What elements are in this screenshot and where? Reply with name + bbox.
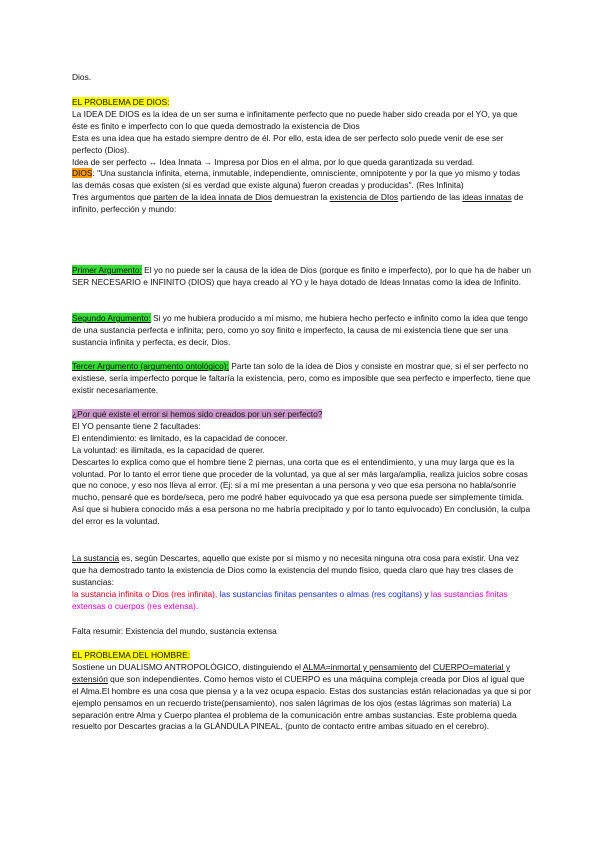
sustancia-term: La sustancia [72, 553, 120, 563]
paragraph-falta-resumir: Falta resumir: Existencia del mundo, sustancia extensa [72, 626, 277, 636]
paragraph-idea-dentro: Esta es una idea que ha estado siempre dentro de él. Por ello, esta idea de ser perfecto solo puede venir de ese ser perfecto (Dios). [72, 132, 504, 155]
dios-label: DIOS [72, 168, 93, 179]
tres-arg-text-a: Tres argumentos que [72, 192, 154, 203]
tres-arg-text-b: demuestran la [271, 192, 330, 203]
tercer-argumento-text: Parte tan solo de la idea de Dios y consiste en mostrar que, si el ser perfecto no existiese, sería imperfecto porque le faltaría la existencia, pero, como es imposible que sea perfecto e imperfecto, tiene que existir necesariamente. [72, 361, 531, 395]
section-problema-hombre [72, 650, 532, 733]
tres-arg-underline-2: existencia de DIos [329, 192, 399, 203]
sustancia-extensa: las sustancias finitas extensas o cuerpos (res extensa). [72, 588, 508, 611]
segundo-argumento-label: Segundo Argumento: [72, 313, 151, 323]
heading-problema-dios: EL PROBLEMA DE DIOS: [72, 97, 170, 107]
dios-definition-text: : "Una sustancia infinita, eterna, inmutable, independiente, omnisciente, omnipotente y por la que yo mismo y todas las demás cosas que existen (si es verdad que existe alguna) fueron creadas y producidas". (Res Infinita) [72, 168, 521, 191]
paragraph-primer-argumento [72, 265, 532, 289]
error-line-voluntad: La voluntad: es ilimitada, es la capacidad de querer. [72, 444, 265, 455]
paragraph-tres-argumentos [72, 192, 532, 216]
heading-problema-hombre: EL PROBLEMA DEL HOMBRE: [72, 650, 191, 660]
error-line-entendimiento: El entendimiento: es limitado, es la capacidad de conocer. [72, 432, 288, 443]
dualismo-text-a: Sostiene un DUALISMO ANTROPOLÓGICO, distinguiendo el [72, 661, 303, 672]
sustancia-infinita: la sustancia infinita o Dios (res infinita), [72, 588, 218, 599]
tres-arg-underline-3: ideas innatas [462, 192, 512, 203]
paragraph-dios-definicion [72, 168, 532, 192]
paragraph-sustancia [72, 553, 532, 613]
paragraph-tercer-argumento [72, 361, 532, 397]
paragraph-idea-innata: Idea de ser perfecto ↔ Idea Innata → Impresa por Dios en el alma, por lo que queda garantizada su verdad. [72, 156, 475, 167]
paragraph-dualismo [72, 662, 532, 733]
tres-arg-text-d: de infinito, perfección y mundo: [72, 192, 524, 215]
sustancia-separator: y [422, 588, 431, 599]
sustancia-definition: es, según Descartes, aquello que existe por sí mismo y no necesita ninguna otra cosa para existir. Una vez que ha demostrado tanto la existencia de Dios como la existencia del mundo físico, queda claro que hay tres clases de sustancias: [72, 553, 519, 587]
tres-arg-underline-1: parten de la idea innata de Dios [153, 192, 272, 203]
dualismo-text-c: que son independientes. Como hemos visto el CUERPO es una máquina compleja creada por Dios al igual que el Alma.El hombre es una cosa que piensa y a la vez ocupa espacio. Estas dos sustancias están relacionadas ya que si por ejemplo pensamos en un recuerdo triste(pensamiento), nos salen lágrimas de los ojos (estas lágrimas son materia) La separación entre Alma y Cuerpo plantea el problema de la comunicación entre ambas sustancias. Este problema queda resuelto por Descartes gracias a la GLÁNDULA PINEAL, (punto de contacto entre ambas situado en el cerebro). [72, 673, 532, 732]
paragraph-segundo-argumento [72, 313, 532, 349]
dualismo-text-b: del [417, 661, 434, 672]
sustancia-pensante: las sustancias finitas pensantes o almas (res cogitans) [217, 588, 423, 599]
tercer-argumento-label: Tercer Argumento (argumento ontológico): [72, 361, 229, 371]
section-error [72, 409, 532, 528]
dualismo-cuerpo: CUERPO=material y extensión [72, 661, 511, 684]
dualismo-alma: ALMA=inmortal y pensamiento [302, 661, 418, 672]
error-paragraph-explicacion: Descartes lo explica como que el hombre tiene 2 piernas, una corta que es el entendimiento, y una muy larga que es la voluntad. Por lo tanto el error tiene que proceder de la voluntad, ya que al ser más larga/amplia, realiza juicios sobre cosas que no conoce, y eso nos lleva al error. (Ej: si a mí me presentan a una persona y veo que esa persona no habla/sonríe mucho, pensaré que es borde/seca, pero me podré haber equivocado ya que esa persona puede ser simplemente tímida. Así que si hubiera conocido más a esa persona no me habría precipitado y por lo tanto equivocado) En conclusión, la culpa del error es la voluntad. [72, 456, 531, 527]
error-line-facultades: El YO pensante tiene 2 facultades: [72, 420, 201, 431]
segundo-argumento-text: Si yo me hubiera producido a mí mismo, me hubiera hecho perfecto e infinito como la idea que tengo de una sustancia perfecta e infinita; pero, como yo soy finito e imperfecto, la causa de mi existencia tiene que ser una sustancia infinita y perfecta, es decir, Dios. [72, 313, 528, 347]
section-problema-dios [72, 97, 532, 216]
primer-argumento-label: Primer Argumento: [72, 265, 142, 275]
tres-arg-text-c: partiendo de las [398, 192, 463, 203]
primer-argumento-text: El yo no puede ser la causa de la idea de Dios (porque es finito e imperfecto), por lo que ha de haber un SER NECESARIO e INFINITO (DIOS) que haya creado al YO y le haya dotado de Ideas Innatas como la idea de Infinito. [72, 265, 532, 287]
intro-line: Dios. [72, 72, 92, 82]
heading-error: ¿Por qué existe el error si hemos sido creados por un ser perfecto? [72, 409, 323, 419]
paragraph-idea-dios: La IDEA DE DIOS es la idea de un ser suma e infinitamente perfecto que no puede haber sido creada por el YO, ya que éste es finito e imperfecto con lo que queda demostrado la existencia de Dios [72, 108, 518, 131]
